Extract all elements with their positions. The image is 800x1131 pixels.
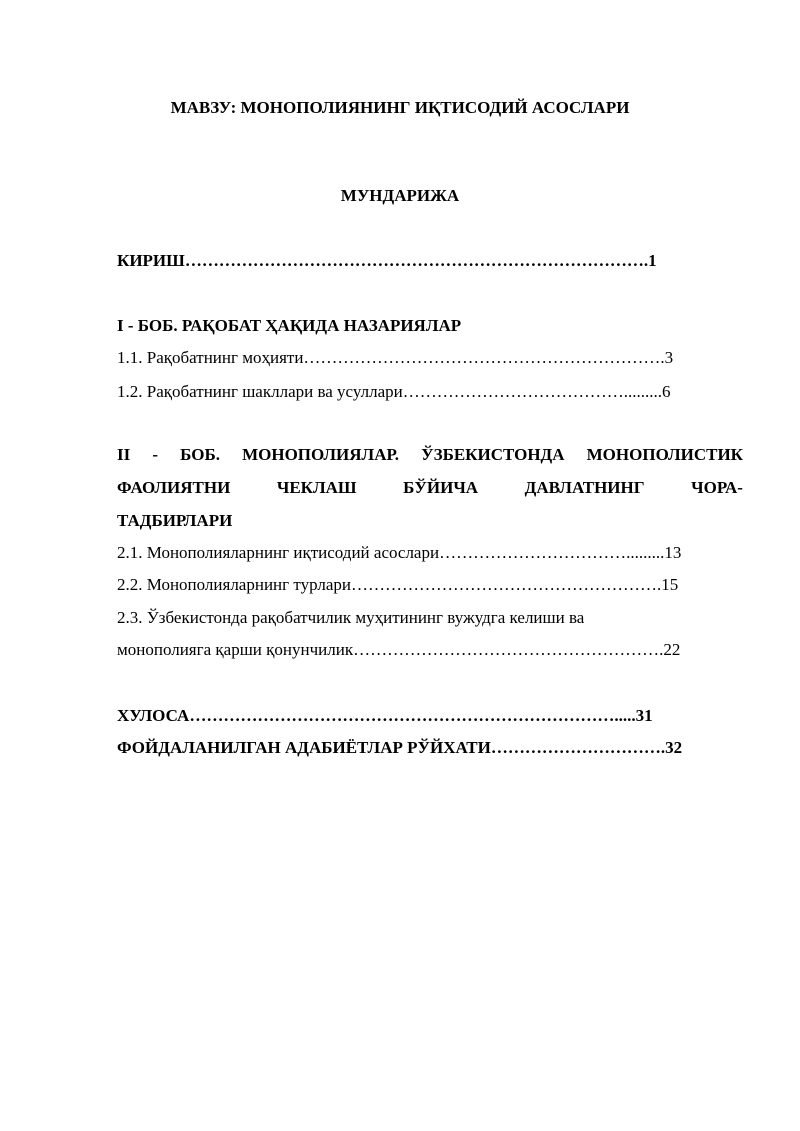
chapter2-heading-word: БЎЙИЧА	[403, 478, 479, 497]
chapter2-heading-line1	[117, 444, 743, 466]
chapter2-heading-word: ФАОЛИЯТНИ	[117, 478, 231, 497]
chapter2-heading-line2	[117, 477, 743, 499]
chapter2-heading-word: ЧОРА-	[691, 478, 743, 497]
toc-entry-2-1: 2.1. Монополияларнинг иқтисодий асослари…………………………….........13	[117, 543, 682, 562]
toc-entry-2-3-line2: монополияга қарши қонунчилик……………………………………………….22	[117, 640, 681, 659]
toc-entry-2-2: 2.2. Монополияларнинг турлари……………………………………………….15	[117, 575, 679, 594]
chapter1-heading: I - БОБ. РАҚОБАТ ҲАҚИДА НАЗАРИЯЛАР	[117, 316, 462, 335]
chapter2-heading-word: МОНОПОЛИЯЛАР.	[242, 445, 400, 464]
chapter2-heading-word: ЧЕКЛАШ	[276, 478, 357, 497]
chapter2-heading-word: -	[152, 445, 159, 464]
toc-entry-1-2: 1.2. Рақобатнинг шакллари ва усуллари………………………………….........6	[117, 382, 671, 401]
chapter2-heading-word: II	[117, 445, 131, 464]
chapter2-heading-word: ДАВЛАТНИНГ	[524, 478, 645, 497]
toc-entry-intro: КИРИШ……………………………………………………………………….1	[117, 251, 657, 270]
chapter2-heading-word: МОНОПОЛИСТИК	[586, 445, 743, 464]
chapter2-heading-word: БОБ.	[180, 445, 220, 464]
toc-entry-1-1: 1.1. Рақобатнинг моҳияти……………………………………………………….3	[117, 348, 674, 367]
toc-entry-references: ФОЙДАЛАНИЛГАН АДАБИЁТЛАР РЎЙХАТИ………………………….32	[117, 738, 683, 757]
toc-entry-2-3-line1: 2.3. Ўзбекистонда рақобатчилик муҳитининг вужудга келиши ва	[117, 608, 585, 627]
chapter2-heading-line3: ТАДБИРЛАРИ	[117, 511, 233, 530]
toc-entry-conclusion: ХУЛОСА………………………………………………………………….....31	[117, 706, 653, 725]
chapter2-heading-word: ЎЗБЕКИСТОНДА	[421, 445, 565, 464]
contents-heading: МУНДАРИЖА	[340, 186, 460, 205]
topic-title: МАВЗУ: МОНОПОЛИЯНИНГ ИҚТИСОДИЙ АСОСЛАРИ	[170, 98, 630, 117]
